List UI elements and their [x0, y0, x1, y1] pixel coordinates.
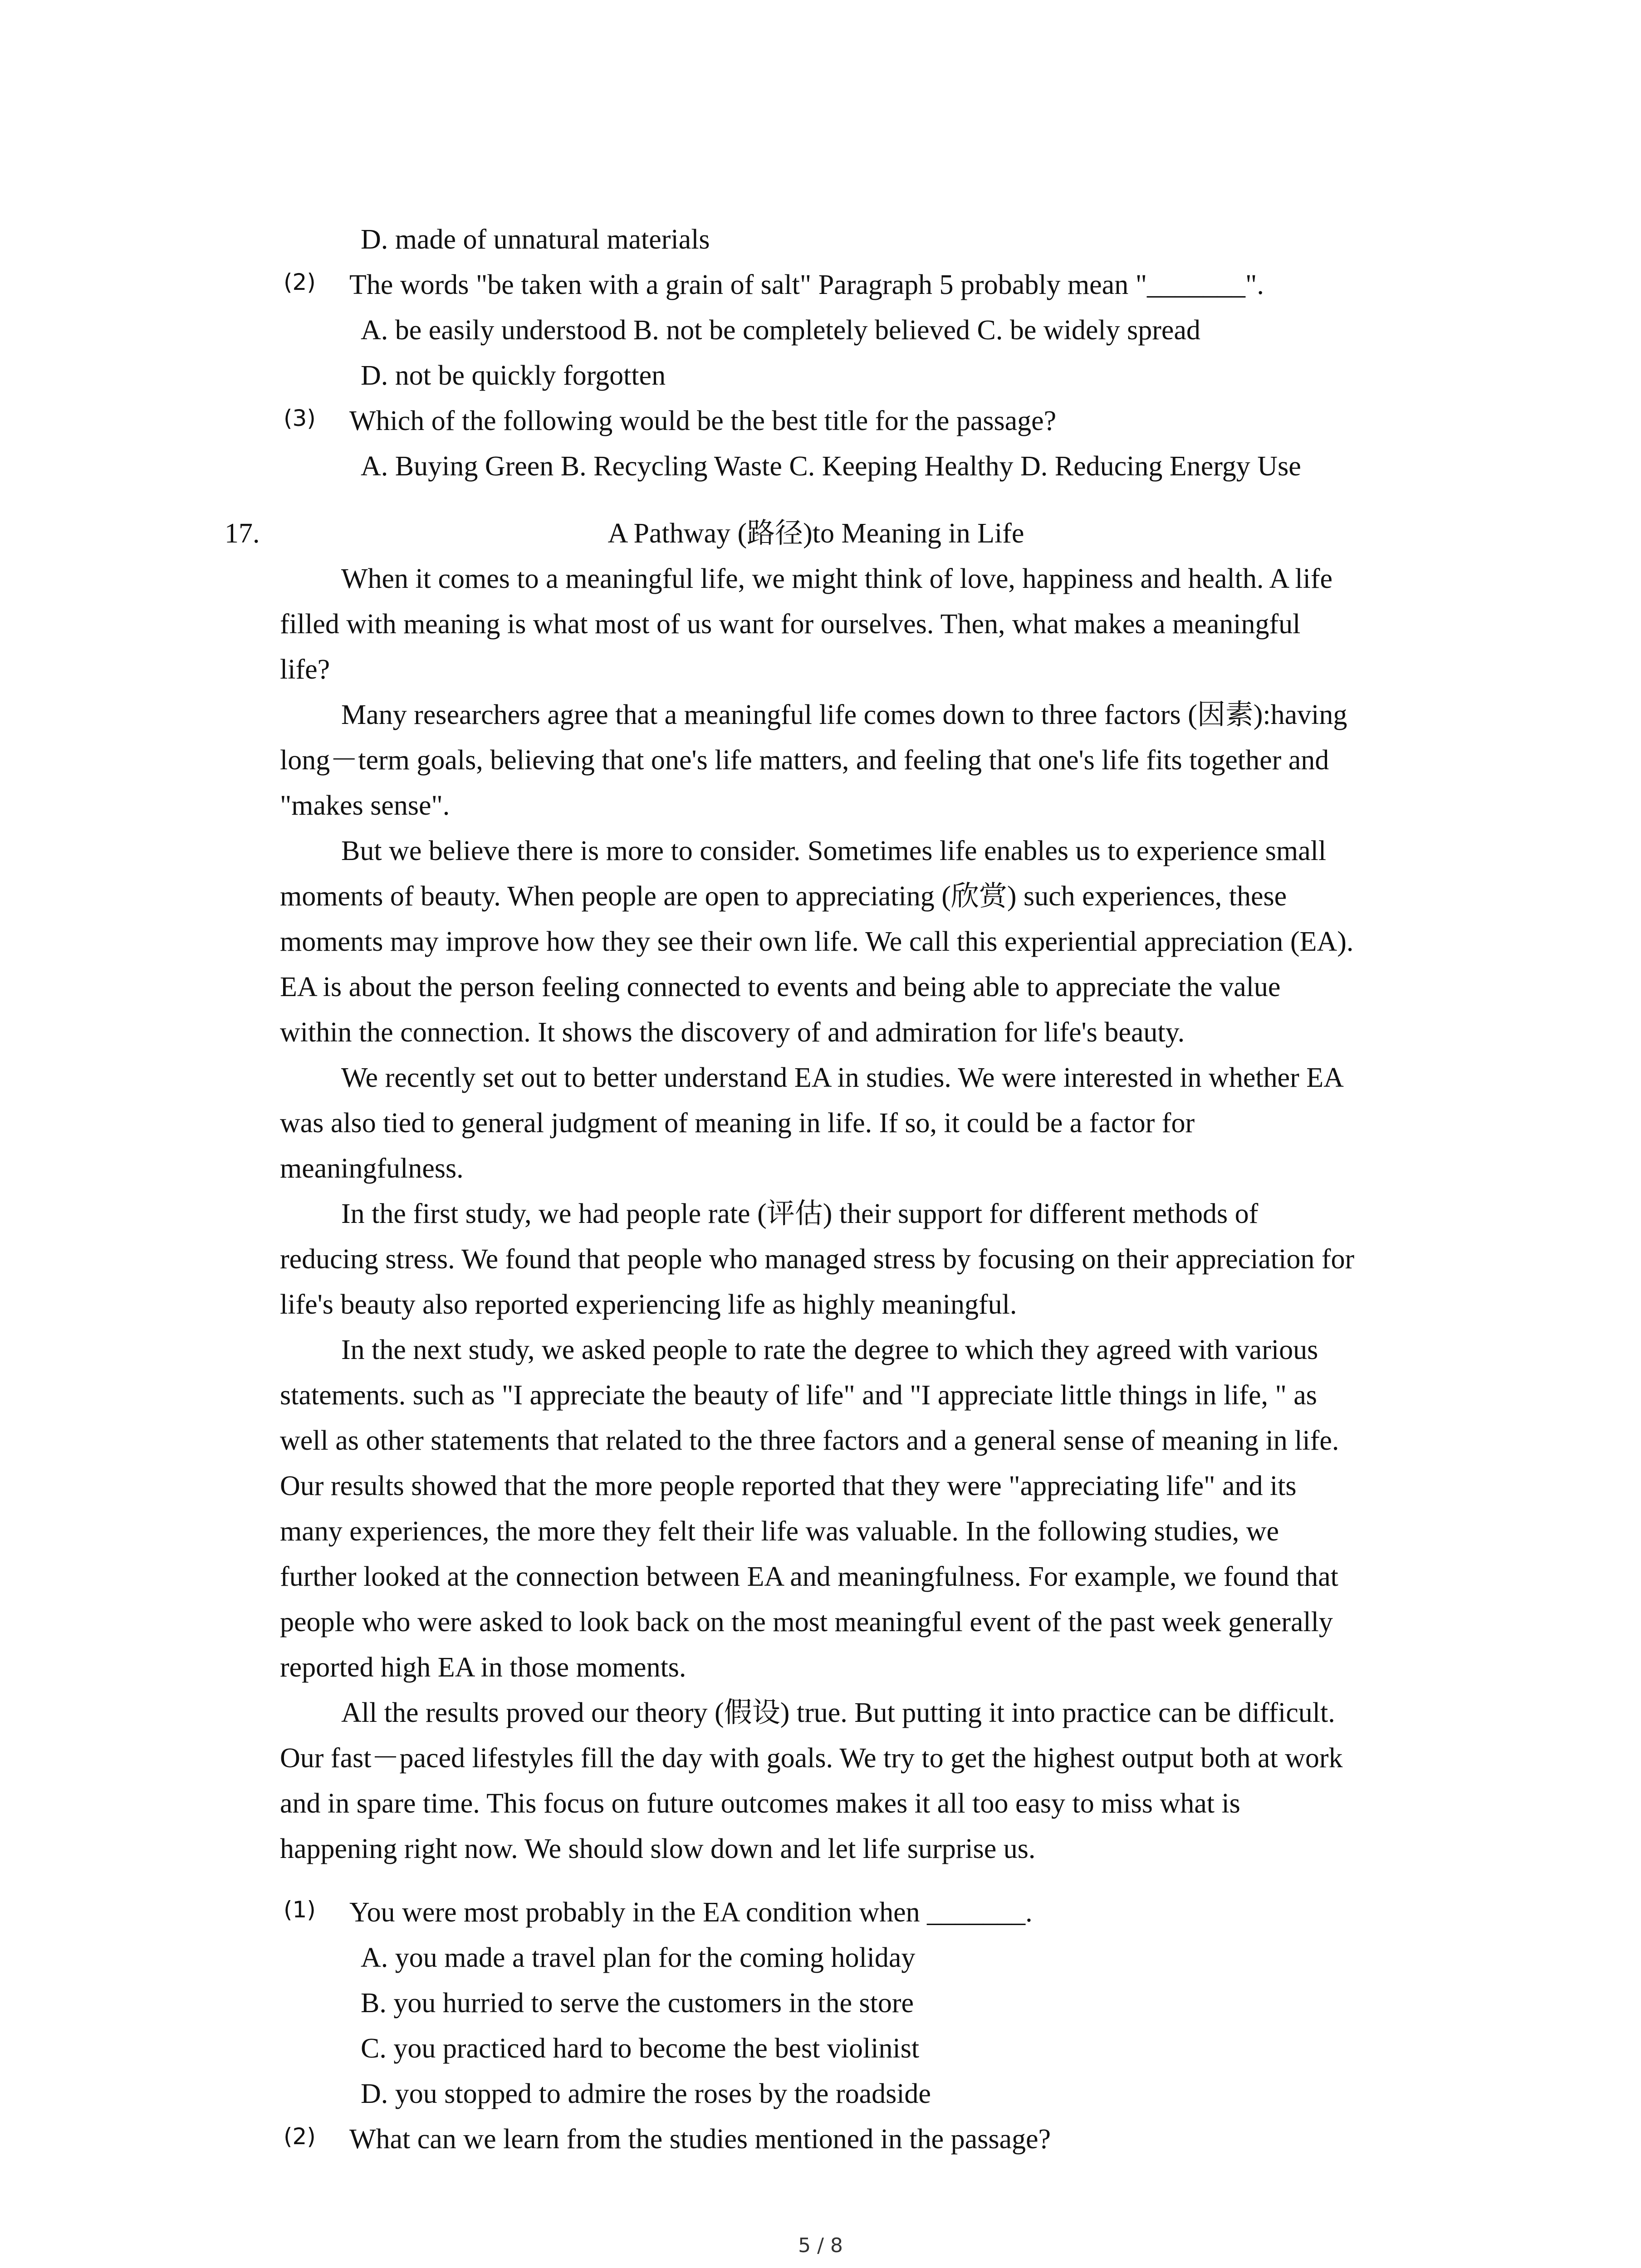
passage-line: In the first study, we had people rate (评估) their support for different methods of [341, 1198, 1259, 1229]
q16-3-number: (3) [284, 405, 316, 431]
passage-line: further looked at the connection between EA and meaningfulness. For example, we found that [280, 1561, 1338, 1592]
passage-line: But we believe there is more to consider. Sometimes life enables us to experience small [341, 836, 1327, 866]
passage-line: was also tied to general judgment of meaning in life. If so, it could be a factor for [280, 1108, 1195, 1139]
passage-line: within the connection. It shows the discovery of and admiration for life's beauty. [280, 1017, 1185, 1048]
q16-3-options: A. Buying Green B. Recycling Waste C. Keeping Healthy D. Reducing Energy Use [361, 451, 1301, 482]
passage-line: long－term goals, believing that one's life matters, and feeling that one's life fits together and [280, 745, 1329, 776]
q16-prev-option-d: D. made of unnatural materials [361, 224, 710, 255]
passage-line: reducing stress. We found that people who managed stress by focusing on their appreciation for [280, 1244, 1355, 1275]
passage-line: moments of beauty. When people are open to appreciating (欣赏) such experiences, these [280, 881, 1287, 912]
passage-line: When it comes to a meaningful life, we might think of love, happiness and health. A life [341, 563, 1332, 594]
passage-line: reported high EA in those moments. [280, 1652, 686, 1683]
q17-1-option-c: C. you practiced hard to become the best violinist [361, 2033, 920, 2064]
passage-line: In the next study, we asked people to rate the degree to which they agreed with various [341, 1334, 1318, 1365]
passage-line: We recently set out to better understand EA in studies. We were interested in whether EA [341, 1062, 1344, 1093]
passage-line: meaningfulness. [280, 1153, 464, 1184]
q16-3-stem: Which of the following would be the best title for the passage? [349, 406, 1057, 436]
passage-line: Our fast－paced lifestyles fill the day with goals. We try to get the highest output both at work [280, 1743, 1343, 1774]
page-number: 5 / 8 [798, 2234, 843, 2257]
q17-1-number: (1) [284, 1897, 316, 1923]
passage-line: people who were asked to look back on the most meaningful event of the past week generally [280, 1607, 1333, 1637]
passage-line: many experiences, the more they felt their life was valuable. In the following studies, we [280, 1516, 1279, 1547]
q17-1-option-a: A. you made a travel plan for the coming holiday [361, 1942, 916, 1973]
passage-line: Many researchers agree that a meaningful life comes down to three factors (因素):having [341, 699, 1347, 730]
q16-2-options-line1: A. be easily understood B. not be completely believed C. be widely spread [361, 315, 1200, 346]
q16-2-options-line2: D. not be quickly forgotten [361, 360, 666, 391]
passage-line: well as other statements that related to the three factors and a general sense of meaning in life. [280, 1425, 1339, 1456]
q17-number: 17. [225, 518, 260, 549]
passage-title-text: A Pathway (路径)to Meaning in Life [607, 518, 1024, 549]
passage-line: Our results showed that the more people reported that they were "appreciating life" and its [280, 1471, 1297, 1501]
passage-title [0, 519, 1641, 547]
passage-line: statements. such as "I appreciate the beauty of life" and "I appreciate little things in life, " as [280, 1380, 1317, 1411]
q17-2-stem: What can we learn from the studies mentioned in the passage? [349, 2124, 1051, 2155]
passage-line: life? [280, 654, 330, 685]
passage-line: life's beauty also reported experiencing life as highly meaningful. [280, 1289, 1017, 1320]
passage-line: "makes sense". [280, 790, 450, 821]
q17-1-stem: You were most probably in the EA condition when _______. [349, 1897, 1033, 1928]
passage-line: All the results proved our theory (假设) true. But putting it into practice can be difficult. [341, 1697, 1335, 1728]
q17-1-option-b: B. you hurried to serve the customers in the store [361, 1988, 914, 2019]
passage-line: moments may improve how they see their own life. We call this experiential appreciation (EA). [280, 926, 1354, 957]
q17-1-option-d: D. you stopped to admire the roses by the roadside [361, 2078, 931, 2109]
q16-2-stem: The words "be taken with a grain of salt" Paragraph 5 probably mean "_______". [349, 269, 1264, 300]
q16-2-number: (2) [284, 269, 316, 295]
passage-line: EA is about the person feeling connected to events and being able to appreciate the value [280, 972, 1281, 1002]
passage-line: happening right now. We should slow down and let life surprise us. [280, 1833, 1036, 1864]
passage-line: filled with meaning is what most of us want for ourselves. Then, what makes a meaningful [280, 609, 1301, 640]
q17-2-number: (2) [284, 2123, 316, 2150]
passage-line: and in spare time. This focus on future outcomes makes it all too easy to miss what is [280, 1788, 1240, 1819]
